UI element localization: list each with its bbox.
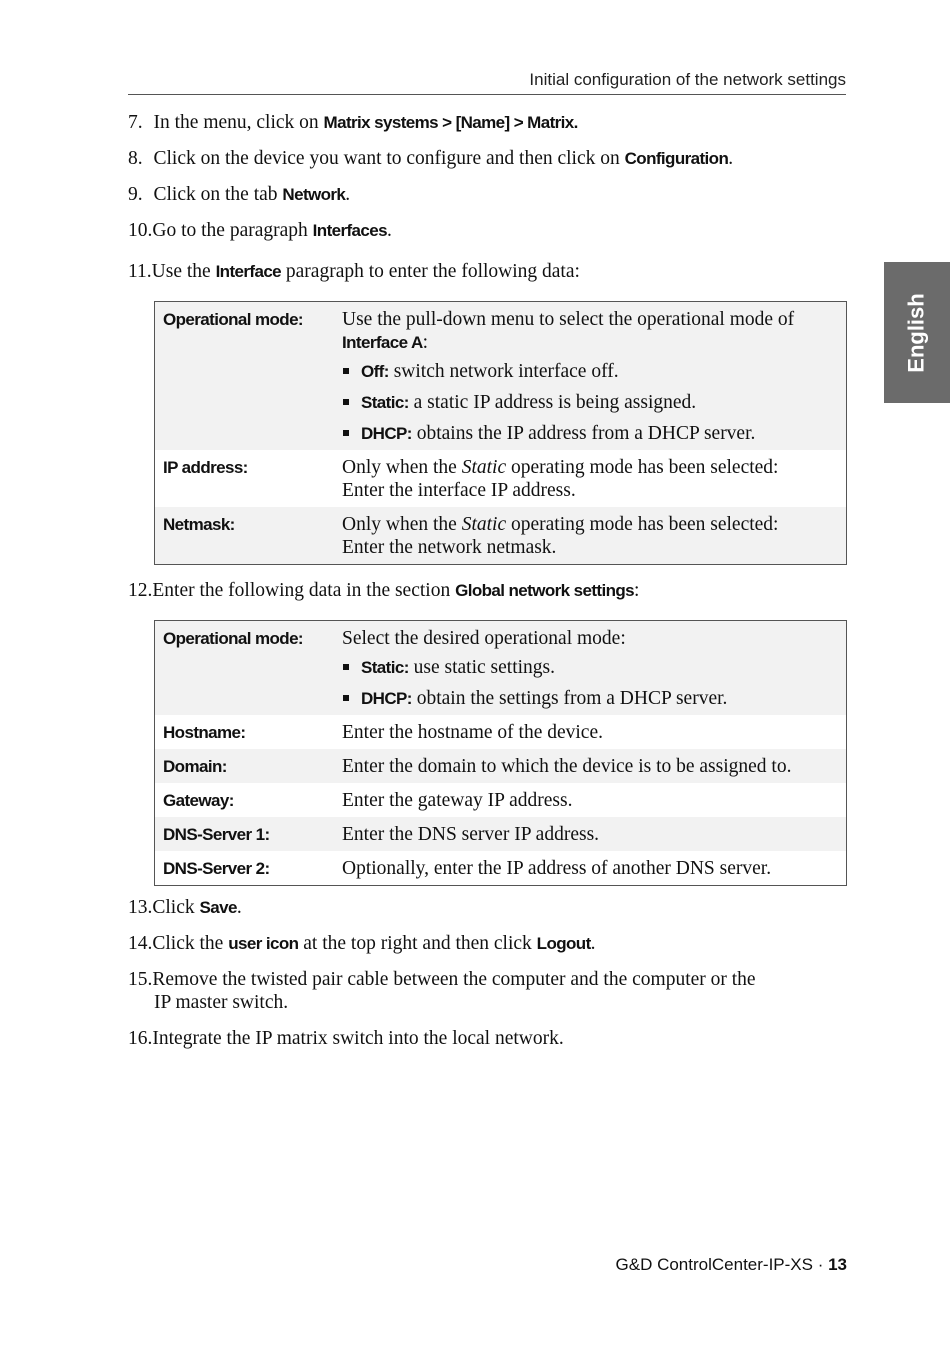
step-text: Click on the device you want to configure and then click on — [153, 148, 625, 169]
step-punct: . — [590, 933, 596, 954]
param-label — [155, 450, 343, 507]
step-number: 16. — [128, 1028, 153, 1049]
option-name: DHCP: — [361, 424, 412, 443]
step-7 — [128, 111, 848, 134]
ip-address-label: IP address: — [163, 458, 248, 477]
table-row — [155, 507, 847, 565]
user-icon-label: user icon — [228, 934, 299, 953]
step-text: Remove the twisted pair cable between the computer and the computer or the — [152, 969, 756, 990]
step-text: In the menu, click on — [153, 112, 324, 133]
logout-label: Logout — [536, 934, 591, 953]
step-text-continued: IP master switch. — [154, 992, 289, 1013]
step-number: 14. — [128, 933, 153, 954]
dns-server-2-label: DNS-Server 2: — [163, 859, 270, 878]
page-number: 13 — [828, 1255, 847, 1274]
step-13 — [128, 896, 848, 919]
static-mode-term: Static — [461, 457, 507, 478]
page-footer — [500, 1255, 847, 1275]
table-row — [155, 715, 847, 749]
hostname-label: Hostname: — [163, 723, 246, 742]
param-label — [155, 715, 343, 749]
running-header — [128, 70, 846, 95]
step-text-end: paragraph to enter the following data: — [281, 261, 580, 282]
dns-server-1-label: DNS-Server 1: — [163, 825, 270, 844]
step-14 — [128, 932, 848, 955]
param-desc — [342, 783, 847, 817]
op-mode-label: Operational mode: — [163, 629, 303, 648]
language-tab-label: English — [904, 292, 930, 373]
table-row — [155, 621, 847, 716]
option-name: DHCP: — [361, 689, 412, 708]
param-desc — [342, 450, 847, 507]
desc-text: Enter the hostname of the device. — [342, 722, 603, 743]
option-text: obtain the settings from a DHCP server. — [411, 688, 728, 709]
header-title: Initial configuration of the network settings — [529, 70, 846, 89]
option-text: obtains the IP address from a DHCP server. — [411, 423, 756, 444]
op-mode-label: Operational mode: — [163, 310, 303, 329]
option-name: Off: — [361, 362, 389, 381]
param-desc — [342, 507, 847, 565]
step-10 — [128, 219, 848, 242]
step-text: Integrate the IP matrix switch into the local network. — [152, 1028, 564, 1049]
param-desc — [342, 302, 847, 451]
table-row — [155, 783, 847, 817]
step-16 — [128, 1027, 848, 1050]
desc-text: Enter the domain to which the device is to be assigned to. — [342, 756, 792, 777]
param-desc — [342, 715, 847, 749]
option-name: Static: — [361, 393, 409, 412]
footer-title: G&D ControlCenter-IP-XS · — [615, 1255, 829, 1274]
menu-path: Matrix systems > [Name] > Matrix — [323, 113, 574, 132]
option-text: a static IP address is being assigned. — [408, 392, 697, 413]
list-item — [342, 422, 840, 445]
option-list — [342, 656, 840, 710]
language-tab — [884, 262, 950, 403]
interfaces-label: Interfaces — [312, 221, 387, 240]
param-label — [155, 621, 343, 716]
interface-a-label: Interface A — [342, 333, 423, 352]
step-number: 10. — [128, 220, 153, 241]
desc-text: Enter the interface IP address. — [342, 480, 576, 501]
list-item — [342, 656, 840, 679]
step-number: 13. — [128, 897, 153, 918]
option-name: Static: — [361, 658, 409, 677]
param-desc — [342, 851, 847, 886]
step-punct: . — [386, 220, 392, 241]
step-punct: . — [345, 184, 351, 205]
step-8 — [128, 147, 848, 170]
op-mode-desc: Use the pull-down menu to select the operational mode of — [342, 309, 795, 330]
step-text: at the top right and then click — [298, 933, 537, 954]
network-tab-label: Network — [282, 185, 346, 204]
param-label — [155, 507, 343, 565]
option-list — [342, 360, 840, 445]
desc-punct: : — [422, 332, 429, 353]
param-label — [155, 302, 343, 451]
step-punct: : — [634, 580, 640, 601]
global-network-settings-label: Global network settings — [455, 581, 634, 600]
step-11 — [128, 260, 848, 283]
desc-text: Optionally, enter the IP address of another DNS server. — [342, 858, 772, 879]
step-number: 11. — [128, 261, 152, 282]
desc-text: Only when the — [342, 457, 462, 478]
step-number: 12. — [128, 580, 153, 601]
param-desc — [342, 621, 847, 716]
step-15 — [128, 968, 848, 1014]
table-row — [155, 302, 847, 451]
param-label — [155, 817, 343, 851]
step-9 — [128, 183, 848, 206]
global-settings-table — [154, 620, 847, 886]
gateway-label: Gateway: — [163, 791, 234, 810]
step-punct: . — [573, 113, 578, 132]
step-text: Click — [152, 897, 200, 918]
step-number: 7. — [128, 112, 143, 133]
table-row — [155, 450, 847, 507]
domain-label: Domain: — [163, 757, 227, 776]
step-text: Go to the paragraph — [152, 220, 313, 241]
step-number: 15. — [128, 969, 153, 990]
param-label — [155, 749, 343, 783]
static-mode-term: Static — [461, 514, 507, 535]
step-text: Click on the tab — [153, 184, 283, 205]
step-number: 8. — [128, 148, 143, 169]
list-item — [342, 360, 840, 383]
configuration-label: Configuration — [624, 149, 729, 168]
step-12 — [128, 579, 848, 602]
step-number: 9. — [128, 184, 143, 205]
param-label — [155, 851, 343, 886]
interface-settings-table — [154, 301, 847, 565]
option-text: use static settings. — [408, 657, 555, 678]
netmask-label: Netmask: — [163, 515, 235, 534]
table-row — [155, 851, 847, 886]
step-punct: . — [728, 148, 734, 169]
step-text: Click the — [152, 933, 229, 954]
step-punct: . — [236, 897, 242, 918]
list-item — [342, 391, 840, 414]
desc-text: Enter the DNS server IP address. — [342, 824, 600, 845]
table-row — [155, 817, 847, 851]
param-label — [155, 783, 343, 817]
param-desc — [342, 817, 847, 851]
list-item — [342, 687, 840, 710]
interface-label: Interface — [215, 262, 282, 281]
desc-text: Only when the — [342, 514, 462, 535]
step-text: Enter the following data in the section — [152, 580, 456, 601]
desc-text: Enter the gateway IP address. — [342, 790, 573, 811]
desc-text: operating mode has been selected: — [506, 514, 779, 535]
desc-text: Enter the network netmask. — [342, 537, 557, 558]
table-row — [155, 749, 847, 783]
desc-text: operating mode has been selected: — [506, 457, 779, 478]
param-desc — [342, 749, 847, 783]
step-text: Use the — [151, 261, 216, 282]
op-mode-desc: Select the desired operational mode: — [342, 628, 626, 649]
option-text: switch network interface off. — [388, 361, 619, 382]
save-label: Save — [199, 898, 237, 917]
